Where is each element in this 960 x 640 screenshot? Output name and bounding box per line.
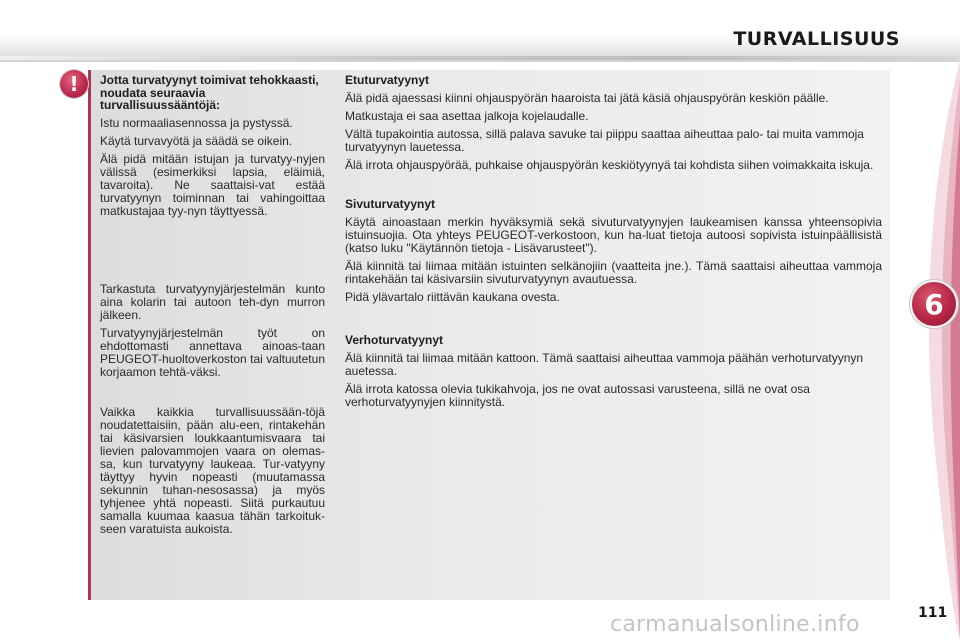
header-divider — [0, 56, 960, 60]
page-title: TURVALLISUUS — [733, 28, 900, 50]
left-paragraph: Käytä turvavyötä ja säädä se oikein. — [100, 133, 293, 148]
left-paragraph: Vaikka kaikkia turvallisuussään-töjä noudatettaisiin, pään alu-een, rintakehän tai käsivarsien loukkaantumisvaara tai lievien palovammojen vaara on olemas-sa, kun turvatyyny laukeaa. Tur-vatyyny täyttyy hyvin nopeasti (muutamassa sekunnin tuhan-nesosassa) ja myös tyhjenee yhtä nopeasti. Siitä purkautuu samalla kuumaa kaasua tähän tarkoituk-seen varatuista aukoista. — [100, 404, 325, 536]
front-paragraph: Älä pidä ajaessasi kiinni ohjauspyörän haaroista tai jätä käsiä ohjauspyörän keskiön päälle. — [345, 91, 829, 105]
curtain-paragraph: Älä irrota katossa olevia tukikahvoja, jos ne ovat autossasi varusteena, sillä ne ovat osa verhoturvatyynyjen kiinnitystä. — [345, 382, 810, 409]
page-number: 111 — [918, 605, 948, 621]
side-paragraph: Käytä ainoastaan merkin hyväksymiä sekä sivuturvatyynyjen laukeamisen kanssa yhteensopivia istuinsuojia. Ota yhteys PEUGEOT-verkostoon, kun ha-luat tietoja autoosi sopivista istuinpäällisistä (katso luku "Käytännön tietoja - Lisävarusteet"). — [345, 215, 882, 255]
left-paragraph: Istu normaaliasennossa ja pystyssä. — [100, 115, 293, 130]
curtain-paragraph: Älä kiinnitä tai liimaa mitään kattoon. Tämä saattaisi aiheuttaa vammoja päähän verhoturvatyynyn auetessa. — [345, 351, 864, 378]
front-paragraph: Matkustaja ei saa asettaa jalkoja kojelaudalle. — [345, 109, 589, 123]
exclamation-icon: ! — [60, 70, 88, 98]
front-paragraph: Älä irrota ohjauspyörää, puhkaise ohjauspyörän keskiötyynyä tai kohdista siihen voimakkaita iskuja. — [345, 158, 874, 172]
decorative-swoosh — [910, 60, 960, 640]
right-column — [345, 74, 882, 414]
side-paragraph: Älä kiinnitä tai liimaa mitään istuinten selkänojiin (vaatteita jne.). Tämä saattaisi aiheuttaa vammoja rintakehään tai käsivarsiin sivuturvatyynyn avautuessa. — [345, 259, 882, 286]
front-paragraph: Vältä tupakointia autossa, sillä palava savuke tai piippu saattaa aiheuttaa palo- tai muita vammoja turvatyynyn lauetessa. — [345, 127, 864, 154]
section-heading-front: Etuturvatyynyt — [345, 73, 430, 87]
panel-accent-bar — [88, 70, 91, 600]
left-paragraph: Älä pidä mitään istujan ja turvatyy-nyjen välissä (esimerkiksi lapsia, eläimiä, tavaroita). Ne saattaisi-vat estää turvatyynyn toiminnan tai vahingoittaa matkustajaa tyy-nyn täyttyessä. — [100, 151, 325, 218]
section-heading-curtain: Verhoturvatyynyt — [345, 333, 444, 347]
chapter-badge: 6 — [910, 280, 958, 328]
left-paragraph: Tarkastuta turvatyynyjärjestelmän kunto aina kolarin tai autoon teh-dyn murron jälkeen. — [100, 281, 325, 322]
left-column — [100, 74, 325, 541]
section-heading-side: Sivuturvatyynyt — [345, 197, 436, 211]
left-paragraph: Turvatyynyjärjestelmän työt on ehdottomasti annettava ainoas-taan PEUGEOT-huoltoverkoston tai valtuutetun korjaamon tehtä-väksi. — [100, 325, 325, 379]
left-heading: Jotta turvatyynyt toimivat tehokkaasti, noudata seuraavia turvallisuussääntöjä: — [100, 73, 319, 112]
watermark-text: carmanualsonline.info — [610, 612, 860, 637]
side-paragraph: Pidä ylävartalo riittävän kaukana ovesta. — [345, 290, 560, 304]
